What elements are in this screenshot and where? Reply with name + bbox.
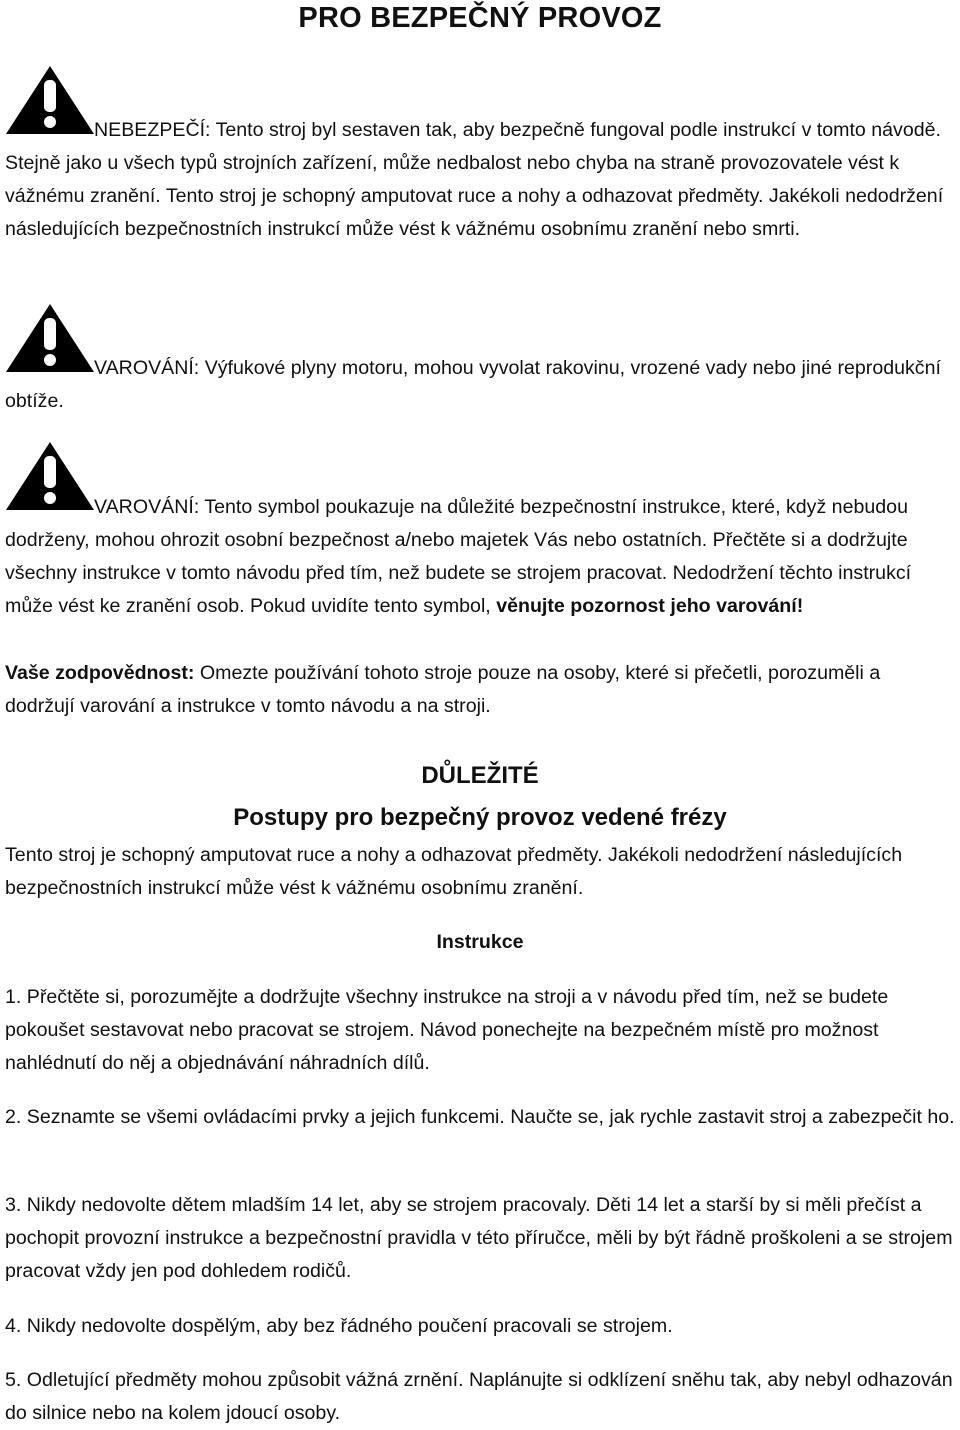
intro-paragraph: Tento stroj je schopný amputovat ruce a nohy a odhazovat předměty. Jakékoli nedodržení následujících bezpečnostních instrukcí může vést k vážnému osobnímu zranění. — [5, 844, 903, 899]
responsibility-paragraph: Vaše zodpovědnost: Omezte používání tohoto stroje pouze na osoby, které si přečetli, porozuměli a dodržují varování a instrukce v tomto návodu a na stroji. — [5, 662, 881, 717]
responsibility-label: Vaše zodpovědnost: — [5, 662, 195, 684]
instruction-item: 2. Seznamte se všemi ovládacími prvky a jejich funkcemi. Naučte se, jak rychle zastavit stroj a zabezpečit ho. — [5, 1106, 955, 1128]
symbol-warning-text: VAROVÁNÍ: Tento symbol poukazuje na důležité bezpečnostní instrukce, které, když nebudou dodrženy, mohou ohrozit osobní bezpečnost a/nebo majetek Vás nebo ostatních. Přečtěte si a dodržujte všechny instrukce v tomto návodu před tím, než budete se strojem pracovat. Nedodržení těchto instrukcí může vést ke zranění osob. Pokud uvidíte tento symbol, věnujte pozornost jeho varování! — [5, 496, 912, 617]
page-title: PRO BEZPEČNÝ PROVOZ — [298, 2, 662, 34]
instruction-item: 5. Odletující předměty mohou způsobit vážná zrnění. Naplánujte si odklízení sněhu tak, aby nebyl odhazován do silnice nebo na kolem jdoucí osoby. — [5, 1369, 953, 1424]
instruction-item: 3. Nikdy nedovolte dětem mladším 14 let, aby se strojem pracovaly. Děti 14 let a starší by si měli přečíst a pochopit provozní instrukce a bezpečnostní pravidla v této příručce, měli by být řádně proškoleni a se strojem pracovat vždy jen pod dohledem rodičů. — [5, 1194, 953, 1282]
important-heading: DŮLEŽITÉ — [421, 762, 539, 789]
instruction-item: 4. Nikdy nedovolte dospělým, aby bez řádného poučení pracovali se strojem. — [5, 1315, 673, 1337]
procedures-heading: Postupy pro bezpečný provoz vedené frézy — [233, 804, 727, 831]
exhaust-warning-text: VAROVÁNÍ: Výfukové plyny motoru, mohou vyvolat rakovinu, vrozené vady nebo jiné reprodukční obtíže. — [5, 357, 941, 412]
attention-emphasis: věnujte pozornost jeho varování! — [496, 595, 804, 617]
instruction-item: 1. Přečtěte si, porozumějte a dodržujte všechny instrukce na stroji a v návodu před tím, než se budete pokoušet sestavovat nebo pracovat se strojem. Návod ponechejte na bezpečném místě pro možnost nahlédnutí do něj a objednávání náhradních dílů. — [5, 986, 889, 1074]
instructions-heading: Instrukce — [436, 931, 524, 953]
danger-warning-text: NEBEZPEČÍ: Tento stroj byl sestaven tak, aby bezpečně fungoval podle instrukcí v tomto návodě. Stejně jako u všech typů strojních zařízení, může nedbalost nebo chyba na straně provozovatele vést k vážnému zranění. Tento stroj je schopný amputovat ruce a nohy a odhazovat předměty. Jakékoli nedodržení následujících bezpečnostních instrukcí může vést k vážnému osobnímu zranění nebo smrti. — [5, 119, 944, 240]
